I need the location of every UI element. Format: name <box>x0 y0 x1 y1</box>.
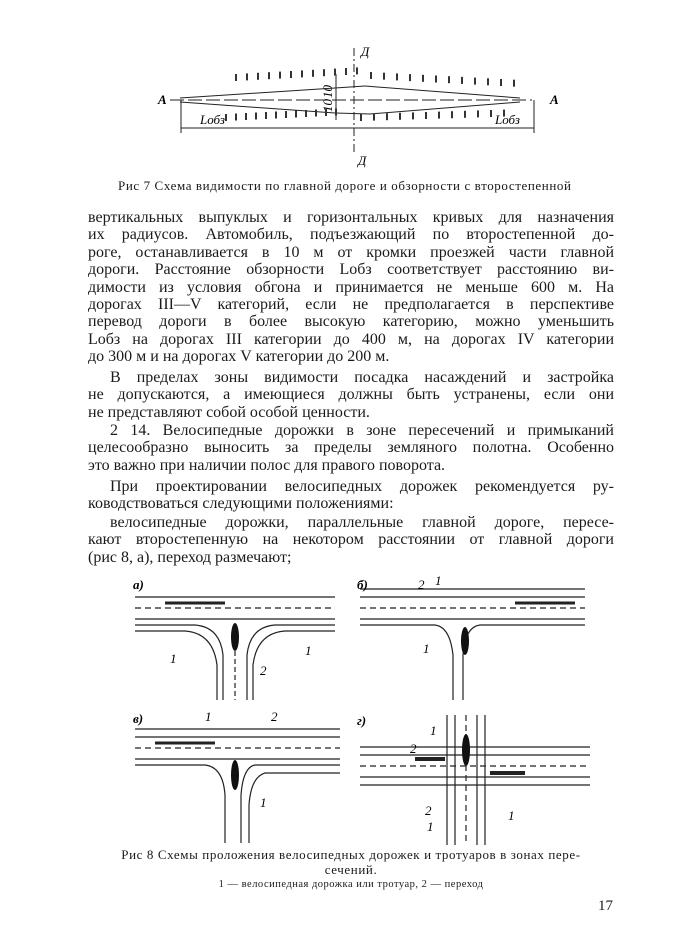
tree-mark <box>279 72 281 79</box>
panel-c-callout-1: 1 <box>205 709 212 724</box>
tree-mark <box>409 74 411 81</box>
tree-mark <box>246 73 248 80</box>
text-line: ководствоваться следующими положениями: <box>88 495 394 513</box>
text-line: их радиусов. Автомобиль, подъезжающий по второстепенной до- <box>88 226 614 244</box>
text-line: целесообразно выносить за пределы земляного полотна. Особенно <box>88 439 614 457</box>
figure-7-visibility-diagram <box>140 40 580 170</box>
tree-mark <box>412 112 414 119</box>
panel-b-drawing <box>360 589 585 700</box>
l-obz-right: Lобз <box>495 112 520 127</box>
panel-d-label: г) <box>357 713 367 728</box>
dimension-lower: 10 <box>320 99 335 112</box>
panel-b-label: б) <box>357 577 368 592</box>
tree-mark <box>265 112 267 119</box>
tree-mark <box>315 110 317 117</box>
tree-mark <box>235 74 237 81</box>
tree-mark <box>335 109 337 116</box>
text-line: это важно при наличии полос для правого поворота. <box>88 456 446 474</box>
tree-mark <box>373 114 375 121</box>
tree-mark <box>435 76 437 83</box>
tree-mark <box>438 112 440 119</box>
tree-mark <box>323 69 325 76</box>
tree-mark <box>235 114 237 121</box>
section-label-top: Д <box>361 44 370 59</box>
panel-d-callout-1: 1 <box>430 723 437 738</box>
tree-mark <box>257 73 259 80</box>
panel-a-label: а) <box>133 577 144 592</box>
tree-mark <box>490 110 492 117</box>
text-line: до 300 м и на дорогах V категории до 200 м. <box>88 348 390 366</box>
tree-mark <box>360 114 362 121</box>
text-line: димости из условия обгона и принимается не меньше 600 м. На <box>88 278 614 296</box>
tree-mark <box>383 73 385 80</box>
text-line: перевод дороги в более высокую категорию, можно уменьшить <box>88 313 614 331</box>
text-line: не допускаются, а имеющиеся должны быть устранены, если они <box>88 386 614 404</box>
tree-mark <box>448 76 450 83</box>
text-line: дорогах III—V категорий, если не предполагается в перспективе <box>88 295 614 313</box>
l-obz-left: Lобз <box>200 112 225 127</box>
tree-mark <box>477 110 479 117</box>
tree-mark <box>422 75 424 82</box>
text-line: велосипедные дорожки, параллельные главной дороге, пересе- <box>110 514 614 531</box>
tree-mark <box>425 112 427 119</box>
tree-mark <box>464 111 466 118</box>
figure-7-caption: Рис 7 Схема видимости по главной дороге и обзорности с второстепенной <box>118 178 572 193</box>
panel-c-callout-3: 1 <box>260 795 267 810</box>
panel-c-label: в) <box>133 711 144 726</box>
tree-mark <box>451 111 453 118</box>
line-label-left: А <box>158 92 167 107</box>
tree-mark <box>268 72 270 79</box>
tree-mark <box>312 70 314 77</box>
tree-mark <box>275 112 277 119</box>
tree-mark <box>290 71 292 78</box>
paragraph-2 <box>88 369 614 421</box>
panel-c-callout-2: 2 <box>271 709 278 724</box>
panel-a-callout-1: 1 <box>170 651 177 666</box>
tree-mark <box>386 113 388 120</box>
tree-mark <box>305 110 307 117</box>
panel-d-callout-2: 2 <box>410 741 417 756</box>
text-line: 2 14. Велосипедные дорожки в зоне пересечений и примыканий <box>110 422 614 439</box>
line-label-right: А <box>550 92 559 107</box>
tree-mark <box>399 113 401 120</box>
tree-mark <box>295 111 297 118</box>
text-line: При проектировании велосипедных дорожек рекомендуется ру- <box>110 478 614 495</box>
text-line: роге, останавливается в 10 м от кромки проезжей части главной <box>88 243 614 261</box>
tree-mark <box>285 111 287 118</box>
tree-mark <box>396 73 398 80</box>
figure-8-caption-line-1: Рис 8 Схемы проложения велосипедных дорожек и тротуаров в зонах пере- <box>121 847 581 862</box>
panel-d-callout-4: 1 <box>427 819 434 834</box>
text-line: (рис 8, а), переход размечают; <box>88 548 292 566</box>
tree-mark <box>345 68 347 75</box>
section-label-bottom: Д <box>358 153 367 168</box>
figure-8-caption-line-2: сечений. <box>324 862 378 877</box>
dimension-upper: 10 <box>320 85 335 98</box>
panel-b-callout-2: 1 <box>435 575 442 588</box>
tree-mark <box>301 70 303 77</box>
text-line: дороги. Расстояние обзорности Lобз соответствует расстоянию ви- <box>88 261 614 279</box>
tree-mark <box>370 72 372 79</box>
figure-8-intersection-schemes <box>125 575 605 845</box>
text-line: В пределах зоны видимости посадка насаждений и застройка <box>110 369 614 386</box>
panel-a-callout-2: 1 <box>305 643 312 658</box>
text-line: вертикальных выпуклых и горизонтальных кривых для назначения <box>88 209 614 226</box>
panel-d-callout-5: 1 <box>508 808 515 823</box>
figure-8-legend: 1 — велосипедная дорожка или тротуар, 2 — переход <box>218 879 484 890</box>
tree-mark <box>461 77 463 84</box>
tree-mark <box>487 78 489 85</box>
tree-mark <box>356 67 358 74</box>
text-line: не представляют собой особой ценности. <box>88 403 370 421</box>
text-line: Lобз на дорогах III категории до 400 м, на дорогах IV категории <box>88 330 614 348</box>
paragraph-4 <box>88 478 614 513</box>
tree-mark <box>513 80 515 87</box>
paragraph-5 <box>88 514 614 566</box>
tree-mark <box>255 113 257 120</box>
panel-b-callout-3: 1 <box>423 641 430 656</box>
tree-mark <box>474 78 476 85</box>
paragraph-3 <box>88 422 614 474</box>
panel-d-callout-3: 2 <box>425 803 432 818</box>
paragraph-1 <box>88 209 614 366</box>
panel-d-drawing <box>360 715 590 845</box>
page-number: 17 <box>598 898 613 914</box>
panel-a-callout-3: 2 <box>260 663 267 678</box>
panel-b-callout-1: 2 <box>418 577 425 592</box>
tree-mark <box>334 69 336 76</box>
tree-mark <box>500 79 502 86</box>
text-line: кают второстепенную на некотором расстоянии от главной дороги <box>88 531 614 549</box>
tree-mark <box>225 114 227 121</box>
tree-mark <box>245 113 247 120</box>
